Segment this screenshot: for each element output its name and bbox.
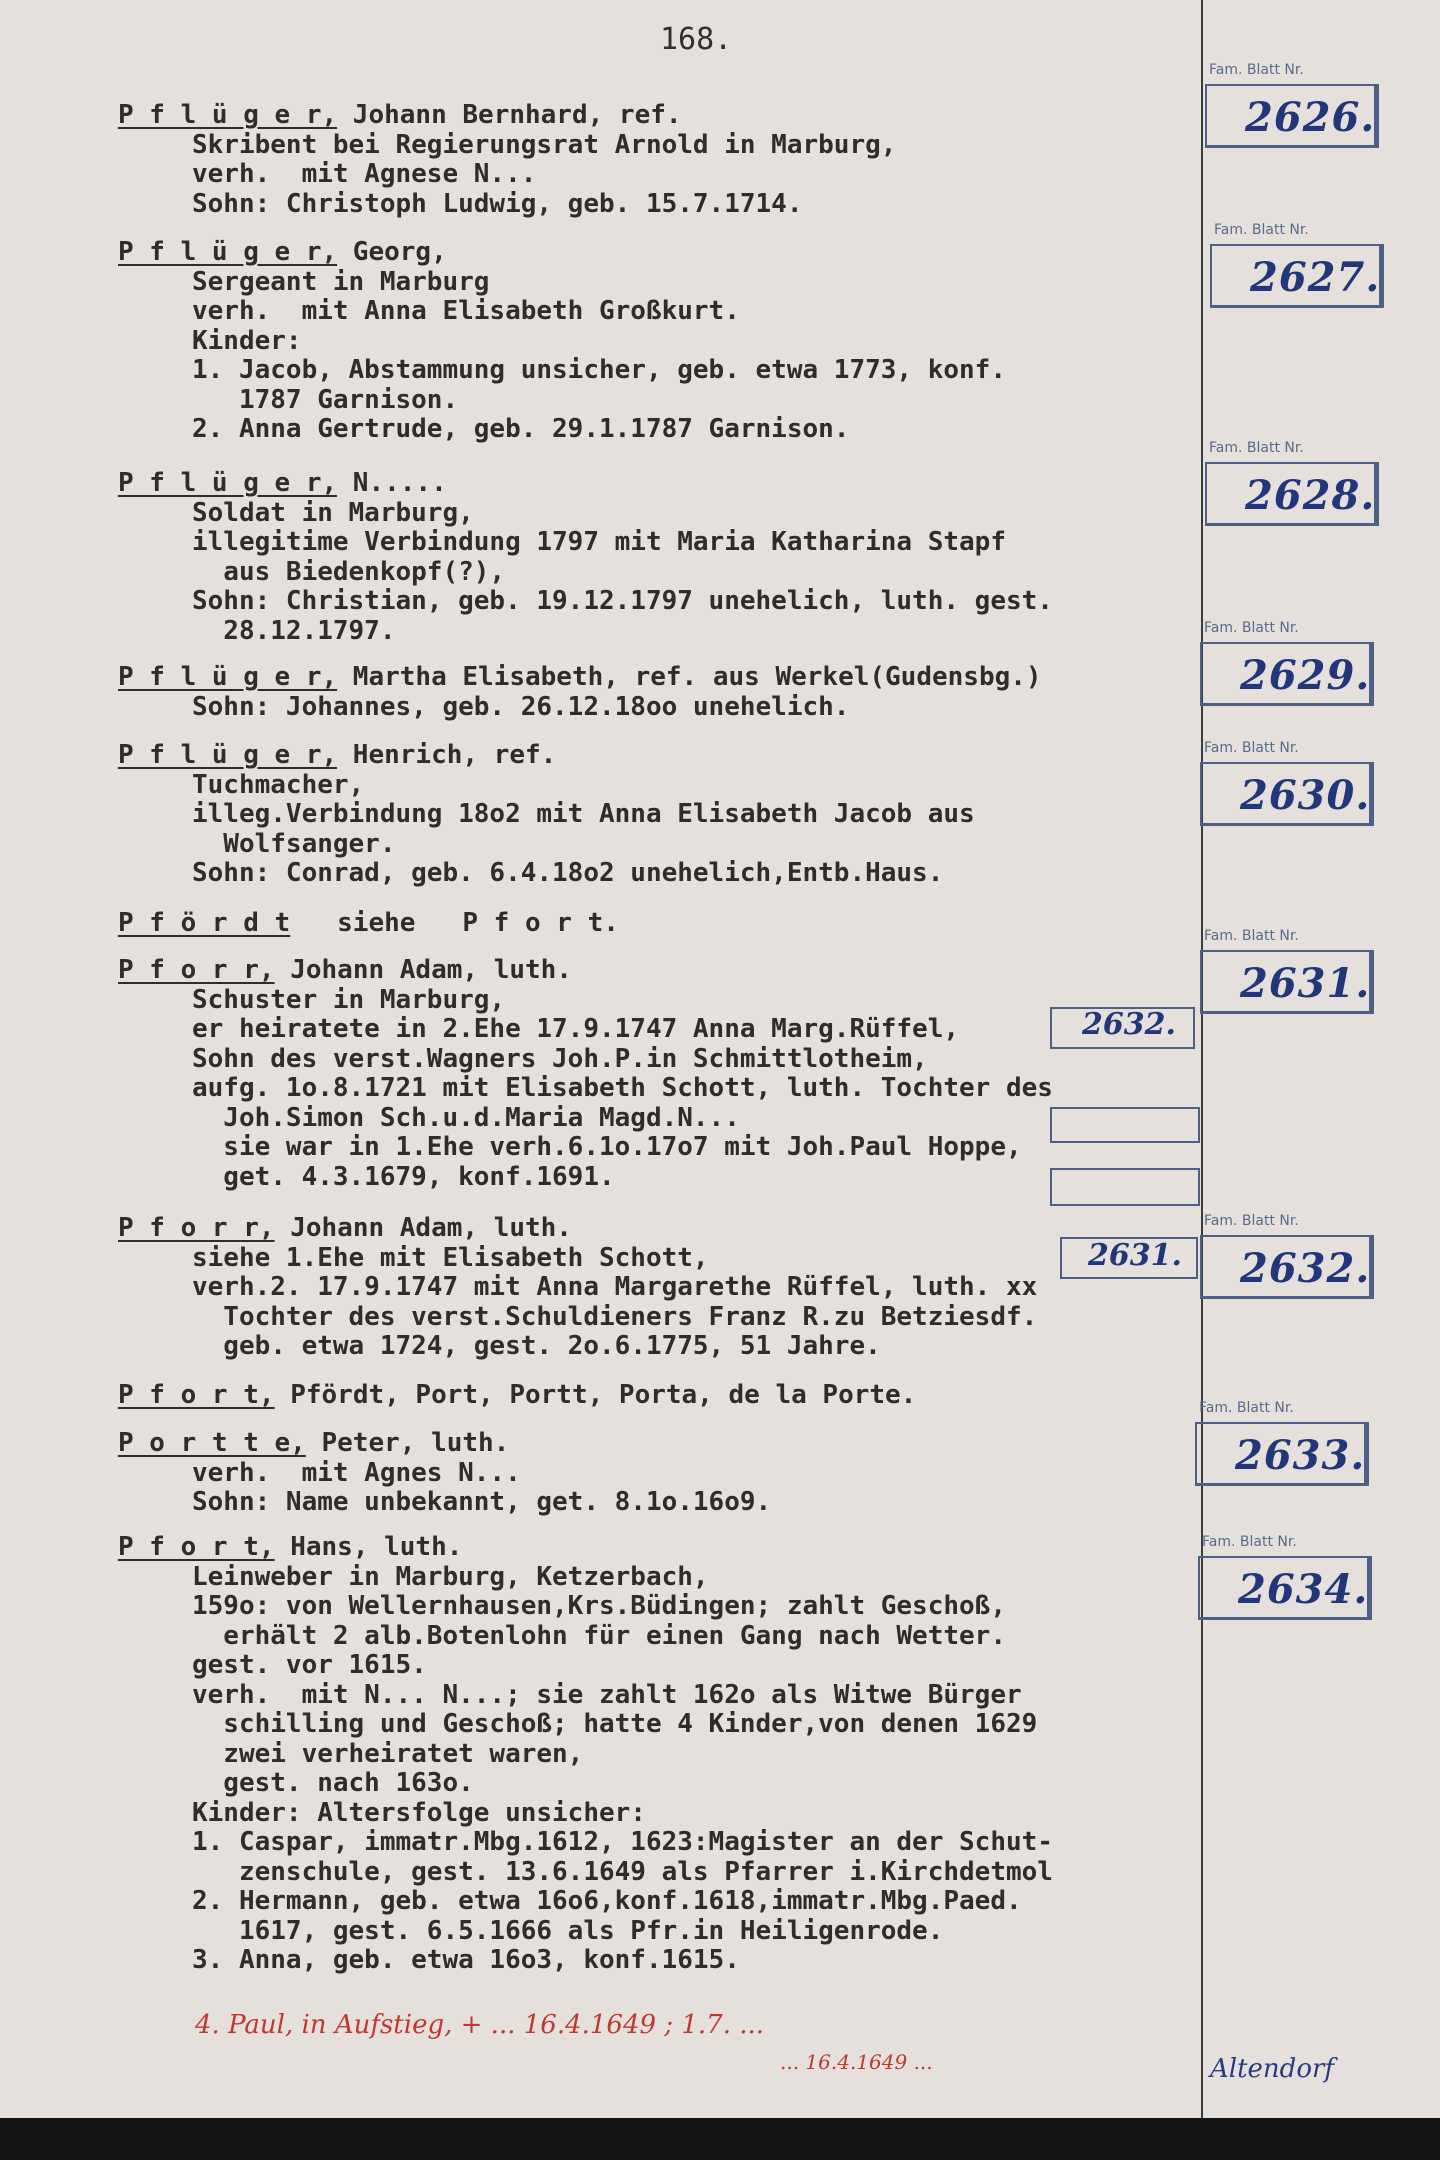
fam-blatt-number: 2634. [1238,1566,1369,1613]
entry-line: 159o: von Wellernhausen,Krs.Büdingen; zahlt Geschoß, [192,1591,1006,1621]
inline-empty-box-2 [1050,1168,1200,1206]
entry-line: verh. mit Agnese N... [192,159,537,189]
entry-heading [118,1213,572,1243]
surname: P f o r t, [118,1380,275,1410]
fam-blatt-label: Fam. Blatt Nr. [1204,1213,1299,1229]
entry-line: Sohn: Conrad, geb. 6.4.18o2 unehelich,Entb.Haus. [192,858,944,888]
fam-blatt-frame [1205,462,1379,526]
fam-blatt-box [1198,1534,1378,1624]
entry-line: Skribent bei Regierungsrat Arnold in Marburg, [192,129,897,160]
entry-heading [118,100,682,130]
entry-heading [118,740,556,770]
entry-given-names: Pfördt, Port, Portt, Porta, de la Porte. [274,1380,917,1410]
entry-line: 1. Jacob, Abstammung unsicher, geb. etwa 1773, konf. [192,355,1006,385]
entry-given-names: Peter, luth. [305,1428,510,1458]
entry-line: geb. etwa 1724, gest. 2o.6.1775, 51 Jahre. [192,1331,881,1361]
entry-heading [118,955,572,985]
entry-line: zwei verheiratet waren, [192,1738,584,1769]
entry-given-names: siehe P f o r t. [290,908,619,938]
entry-heading [118,237,447,267]
entry-line: aufg. 1o.8.1721 mit Elisabeth Schott, luth. Tochter des [192,1073,1053,1103]
margin-divider-line [1201,0,1203,2118]
entry-line: 1. Caspar, immatr.Mbg.1612, 1623:Magister an der Schut- [192,1827,1053,1857]
entry-line: aus Biedenkopf(?), [192,556,506,587]
fam-blatt-frame [1195,1422,1369,1486]
fam-blatt-box [1205,440,1385,530]
entry-given-names: Henrich, ref. [337,740,557,770]
handwritten-note-line1: 4. Paul, in Aufstieg, + ... 16.4.1649 ; 1.7. ... [195,2010,765,2040]
fam-blatt-number: 2632. [1240,1245,1371,1292]
entry-line: zenschule, gest. 13.6.1649 als Pfarrer i.Kirchdetmol [192,1856,1053,1887]
surname: P f l ü g e r, [118,100,338,130]
entry-line: Joh.Simon Sch.u.d.Maria Magd.N... [192,1102,740,1133]
surname: P f o r r, [118,1213,275,1243]
entry-line: Schuster in Marburg, [192,984,506,1015]
surname: P f l ü g e r, [118,740,338,770]
fam-blatt-box [1200,1213,1380,1303]
entry-line: 28.12.1797. [192,615,396,646]
fam-blatt-number: 2626. [1245,94,1376,141]
surname: P f o r r, [118,955,275,985]
surname: P f ö r d t [118,908,291,938]
handwritten-note-corner: Altendorf [1210,2054,1335,2084]
fam-blatt-label: Fam. Blatt Nr. [1209,62,1304,78]
entry-line: 2. Hermann, geb. etwa 16o6,konf.1618,immatr.Mbg.Paed. [192,1886,1022,1916]
fam-blatt-box [1200,620,1380,710]
entry-heading [118,1532,462,1562]
fam-blatt-label: Fam. Blatt Nr. [1214,222,1309,238]
entry-line: Sohn: Christian, geb. 19.12.1797 unehelich, luth. gest. [192,586,1053,616]
entry-heading [118,662,1042,692]
fam-blatt-label: Fam. Blatt Nr. [1204,620,1299,636]
fam-blatt-label: Fam. Blatt Nr. [1209,440,1304,456]
fam-blatt-box [1205,62,1385,152]
entry-given-names: Georg, [337,237,447,267]
entry-heading [118,1428,509,1458]
entry-line: Soldat in Marburg, [192,497,474,528]
entry-given-names: Hans, luth. [274,1532,463,1562]
fam-blatt-frame [1205,84,1379,148]
fam-blatt-frame [1200,762,1374,826]
entry-line: erhält 2 alb.Botenlohn für einen Gang nach Wetter. [192,1620,1006,1651]
entry-line: illegitime Verbindung 1797 mit Maria Katharina Stapf [192,527,1006,557]
fam-blatt-frame [1210,244,1384,308]
fam-blatt-number: 2627. [1250,254,1381,301]
entry-heading [118,1380,916,1410]
entry-line: 3. Anna, geb. etwa 16o3, konf.1615. [192,1945,740,1975]
surname: P f l ü g e r, [118,237,338,267]
entry-line: Sergeant in Marburg [192,266,490,297]
fam-blatt-frame [1198,1556,1372,1620]
inline-fam-number-2632: 2632. [1082,1007,1176,1042]
entry-given-names: Martha Elisabeth, ref. aus Werkel(Gudensbg.) [337,662,1042,692]
entry-heading [118,468,447,498]
fam-blatt-box [1195,1400,1375,1490]
entry-line: 1617, gest. 6.5.1666 als Pfr.in Heiligenrode. [192,1915,944,1946]
entry-line: verh. mit Agnes N... [192,1457,521,1488]
entry-line: Kinder: [192,325,302,356]
entry-line: Sohn des verst.Wagners Joh.P.in Schmittlotheim, [192,1043,928,1074]
entry-line: er heiratete in 2.Ehe 17.9.1747 Anna Marg.Rüffel, [192,1014,960,1044]
entry-line: verh. mit N... N...; sie zahlt 162o als Witwe Bürger [192,1679,1022,1710]
surname: P f l ü g e r, [118,662,338,692]
fam-blatt-frame [1200,642,1374,706]
fam-blatt-label: Fam. Blatt Nr. [1204,928,1299,944]
fam-blatt-frame [1200,950,1374,1014]
fam-blatt-label: Fam. Blatt Nr. [1199,1400,1294,1416]
fam-blatt-number: 2631. [1240,960,1371,1007]
entry-line: 2. Anna Gertrude, geb. 29.1.1787 Garnison. [192,414,850,444]
entry-line: siehe 1.Ehe mit Elisabeth Schott, [192,1242,709,1273]
fam-blatt-number: 2630. [1240,772,1371,819]
entry-given-names: N..... [337,468,447,498]
fam-blatt-label: Fam. Blatt Nr. [1204,740,1299,756]
fam-blatt-box [1210,222,1390,312]
entry-given-names: Johann Adam, luth. [274,955,572,985]
fam-blatt-number: 2628. [1245,472,1376,519]
entry-line: 1787 Garnison. [192,384,459,415]
entry-line: gest. vor 1615. [192,1650,427,1680]
entry-line: verh.2. 17.9.1747 mit Anna Margarethe Rüffel, luth. xx [192,1272,1038,1302]
surname: P f o r t, [118,1532,275,1562]
inline-empty-box [1050,1107,1200,1143]
entry-given-names: Johann Bernhard, ref. [337,100,682,130]
entry-line: Sohn: Christoph Ludwig, geb. 15.7.1714. [192,188,803,219]
entry-line: Leinweber in Marburg, Ketzerbach, [192,1561,709,1592]
entry-line: Sohn: Name unbekannt, get. 8.1o.16o9. [192,1487,772,1517]
entry-given-names: Johann Adam, luth. [274,1213,572,1243]
page-number: 168. [660,22,733,57]
entry-line: schilling und Geschoß; hatte 4 Kinder,von denen 1629 [192,1709,1038,1739]
fam-blatt-number: 2629. [1240,652,1371,699]
surname: P f l ü g e r, [118,468,338,498]
handwritten-note-line2: ... 16.4.1649 ... [780,2050,933,2074]
inline-fam-number-2631: 2631. [1088,1238,1182,1273]
scan-bottom-border [0,2118,1440,2160]
entry-line: illeg.Verbindung 18o2 mit Anna Elisabeth Jacob aus [192,799,975,829]
entry-heading [118,908,619,938]
entry-line: Tuchmacher, [192,769,365,800]
surname: P o r t t e, [118,1428,306,1458]
fam-blatt-box [1200,928,1380,1018]
entry-line: verh. mit Anna Elisabeth Großkurt. [192,296,740,326]
entry-line: gest. nach 163o. [192,1768,474,1798]
fam-blatt-number: 2633. [1235,1432,1366,1479]
entry-line: Sohn: Johannes, geb. 26.12.18oo unehelich. [192,691,850,722]
entry-line: Wolfsanger. [192,828,396,859]
fam-blatt-frame [1200,1235,1374,1299]
entry-line: get. 4.3.1679, konf.1691. [192,1161,615,1192]
fam-blatt-box [1200,740,1380,830]
entry-line: sie war in 1.Ehe verh.6.1o.17o7 mit Joh.Paul Hoppe, [192,1132,1022,1162]
entry-line: Kinder: Altersfolge unsicher: [192,1797,646,1828]
fam-blatt-label: Fam. Blatt Nr. [1202,1534,1297,1550]
entry-line: Tochter des verst.Schuldieners Franz R.zu Betziesdf. [192,1301,1038,1332]
